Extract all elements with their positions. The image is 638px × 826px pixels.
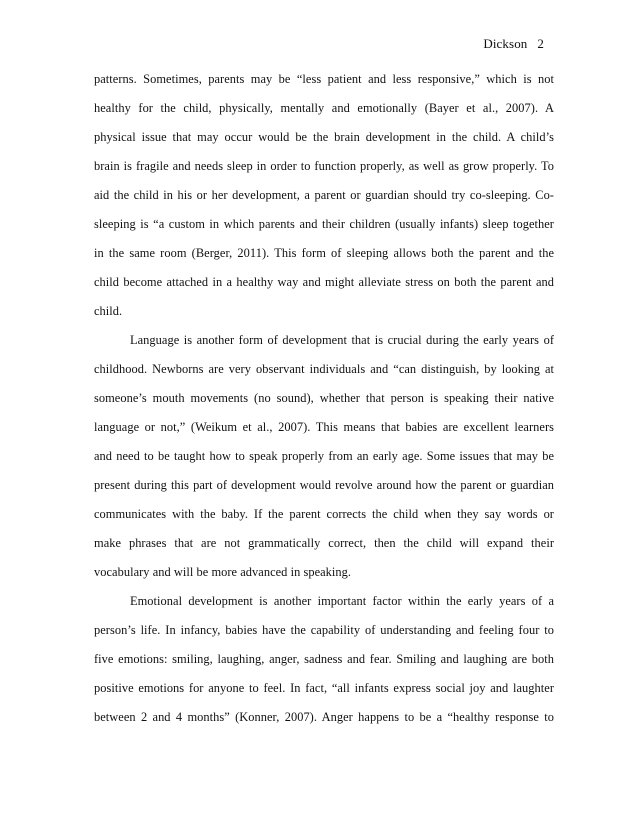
text-line: aid the child in his or her development, a parent or guardian should try co-sleeping. Co-	[94, 188, 554, 202]
text-line: someone’s mouth movements (no sound), whether that person is speaking their native	[94, 391, 554, 405]
text-line: sleeping is “a custom in which parents and their children (usually infants) sleep together	[94, 217, 554, 231]
text-line: and need to be taught how to speak properly from an early age. Some issues that may be	[94, 449, 554, 463]
text-line: physical issue that may occur would be the brain development in the child. A child’s	[94, 130, 554, 144]
text-line: positive emotions for anyone to feel. In fact, “all infants express social joy and laughter	[94, 681, 554, 695]
body-text	[94, 65, 554, 732]
header-author-surname: Dickson	[483, 36, 528, 51]
page-number: 2	[537, 36, 544, 51]
paragraph-first-line: Emotional development is another important factor within the early years of a	[130, 594, 554, 608]
text-line: make phrases that are not grammatically correct, then the child will expand their	[94, 536, 554, 550]
running-header	[483, 36, 544, 52]
text-line: brain is fragile and needs sleep in order to function properly, as well as grow properly. To	[94, 159, 554, 173]
text-line: healthy for the child, physically, mentally and emotionally (Bayer et al., 2007). A	[94, 101, 554, 115]
text-line: child become attached in a healthy way and might alleviate stress on both the parent and	[94, 275, 554, 289]
text-line: vocabulary and will be more advanced in speaking.	[94, 565, 352, 579]
text-line: child.	[94, 304, 123, 318]
text-line: communicates with the baby. If the parent corrects the child when they say words or	[94, 507, 554, 521]
text-line: in the same room (Berger, 2011). This form of sleeping allows both the parent and the	[94, 246, 554, 260]
text-line: patterns. Sometimes, parents may be “less patient and less responsive,” which is not	[94, 72, 554, 86]
text-line: between 2 and 4 months” (Konner, 2007). Anger happens to be a “healthy response to	[94, 710, 554, 724]
text-line: childhood. Newborns are very observant individuals and “can distinguish, by looking at	[94, 362, 554, 376]
paragraph-first-line: Language is another form of development that is crucial during the early years of	[130, 333, 554, 347]
text-line: present during this part of development would revolve around how the parent or guardian	[94, 478, 554, 492]
text-line: person’s life. In infancy, babies have the capability of understanding and feeling four to	[94, 623, 554, 637]
text-line: language or not,” (Weikum et al., 2007). This means that babies are excellent learners	[94, 420, 554, 434]
text-line: five emotions: smiling, laughing, anger, sadness and fear. Smiling and laughing are both	[94, 652, 554, 666]
